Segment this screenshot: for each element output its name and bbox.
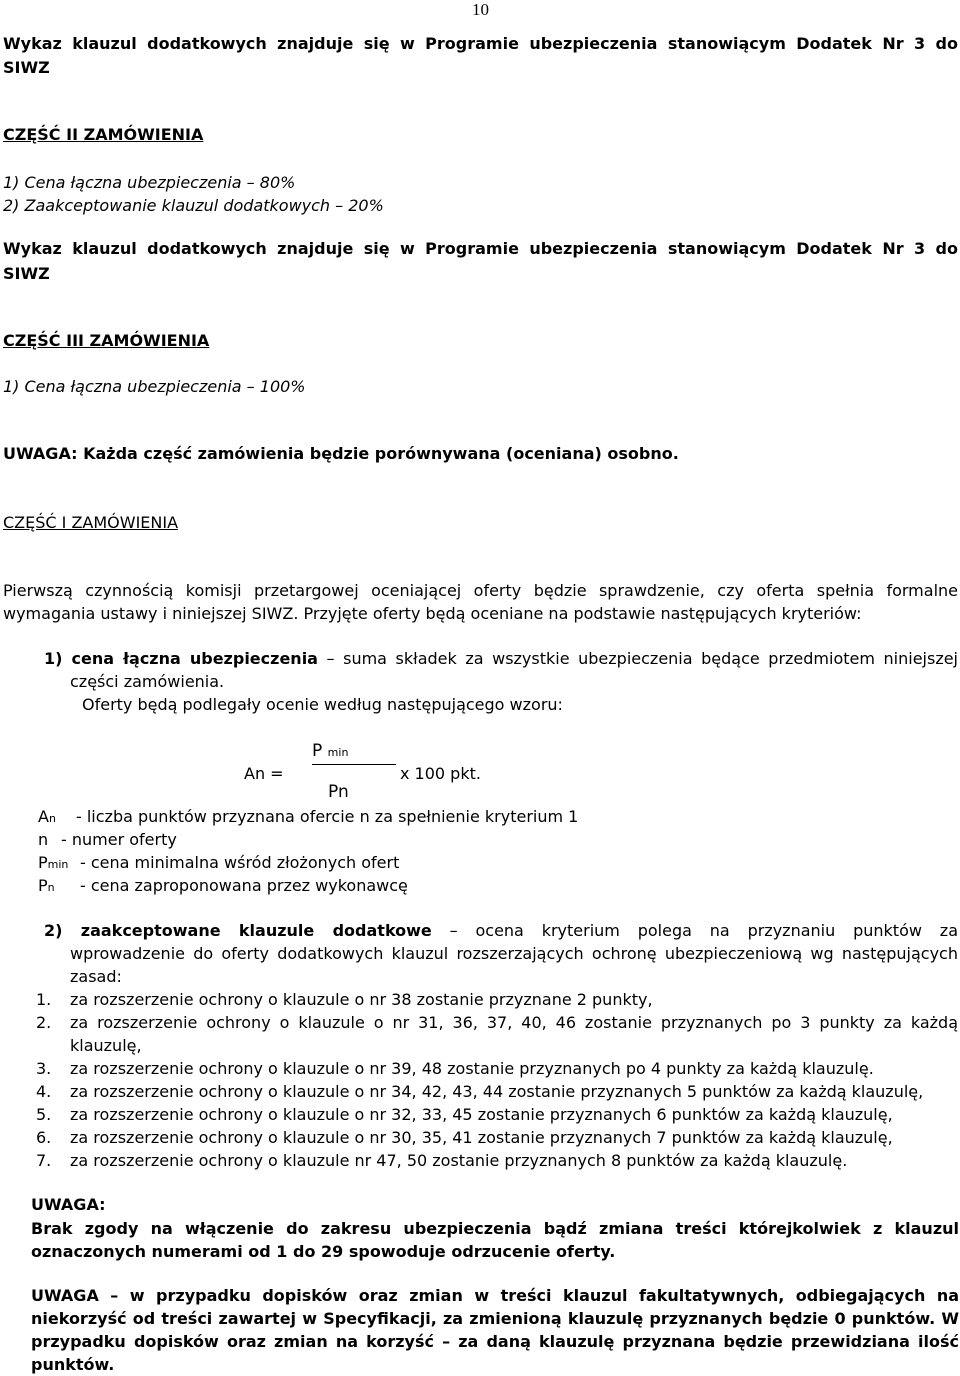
part1-heading: CZĘŚĆ I ZAMÓWIENIA bbox=[3, 513, 179, 532]
uwaga2-title: UWAGA: bbox=[31, 1195, 106, 1214]
rule-number: 5. bbox=[36, 1105, 52, 1124]
legend-an-sym: A bbox=[38, 807, 49, 826]
rule-number: 3. bbox=[36, 1059, 52, 1078]
formula-intro: Oferty będą podlegały ocenie według następującego wzoru: bbox=[82, 695, 563, 714]
legend-pmin-text: - cena minimalna wśród złożonych ofert bbox=[80, 853, 400, 872]
part2-criterion-2: 2) Zaakceptowanie klauzul dodatkowych – 20% bbox=[3, 196, 384, 215]
legend-an bbox=[38, 806, 56, 830]
page-number: 10 bbox=[472, 0, 489, 19]
legend-n-text: - numer oferty bbox=[61, 830, 177, 849]
formula-rhs: x 100 pkt. bbox=[400, 764, 481, 783]
formula-num-p: P bbox=[312, 741, 323, 761]
criterion2-desc: – ocena kryterium polega na przyznaniu punktów za bbox=[431, 921, 959, 940]
intro-line2a: wymagania ustawy i niniejszej SIWZ. bbox=[3, 604, 304, 623]
uwaga2-text: Brak zgody na włączenie do zakresu ubezpieczenia bądź zmiana treści którejkolwiek z klauzul oznaczonych numerami od 1 do 29 spowoduje odrzucenie oferty. bbox=[31, 1219, 959, 1261]
formula-denominator bbox=[328, 781, 349, 803]
rule-number: 6. bbox=[36, 1128, 52, 1147]
intro-line2 bbox=[3, 603, 862, 625]
legend-pn-sym: P bbox=[38, 876, 48, 895]
criterion1-line bbox=[44, 648, 958, 670]
intro-line1: Pierwszą czynnością komisji przetargowej oceniającej oferty będzie sprawdzenie, czy oferta spełnia formalne bbox=[3, 581, 958, 600]
formula-lhs: An = bbox=[244, 764, 284, 783]
clause-list-note2-line2: SIWZ bbox=[3, 264, 50, 283]
part3-heading: CZĘŚĆ III ZAMÓWIENIA bbox=[3, 331, 210, 350]
criterion1-desc: – suma składek za wszystkie ubezpieczenia będące przedmiotem niniejszej bbox=[317, 649, 958, 668]
formula-numerator bbox=[312, 740, 348, 764]
legend-pn-text: - cena zaproponowana przez wykonawcę bbox=[80, 876, 408, 895]
rule-text: za rozszerzenie ochrony o klauzule o nr 34, 42, 43, 44 zostanie przyznanych 5 punktów za każdą klauzulę, bbox=[70, 1082, 924, 1101]
formula-den-sub: n bbox=[337, 782, 349, 802]
rule-text: za rozszerzenie ochrony o klauzule o nr 38 zostanie przyznane 2 punkty, bbox=[70, 990, 653, 1009]
formula-num-sub: min bbox=[327, 746, 349, 759]
legend-an-text: - liczba punktów przyznana ofercie n za spełnienie kryterium 1 bbox=[76, 807, 579, 826]
rule-text: za rozszerzenie ochrony o klauzule o nr 32, 33, 45 zostanie przyznanych 6 punktów za każdą klauzulę, bbox=[70, 1105, 893, 1124]
rule-number: 7. bbox=[36, 1151, 52, 1170]
legend-pmin bbox=[38, 852, 68, 876]
legend-pmin-sym: P bbox=[38, 853, 48, 872]
fraction-bar bbox=[312, 764, 396, 765]
part2-criterion-1: 1) Cena łączna ubezpieczenia – 80% bbox=[3, 173, 296, 192]
criterion2-label: 2) zaakceptowane klauzule dodatkowe bbox=[44, 921, 432, 940]
rule-number: 1. bbox=[36, 990, 52, 1009]
rule-text: za rozszerzenie ochrony o klauzule o nr 39, 48 zostanie przyznanych po 4 punkty za każdą klauzulę. bbox=[70, 1059, 874, 1078]
part2-heading: CZĘŚĆ II ZAMÓWIENIA bbox=[3, 125, 204, 144]
rule-text: za rozszerzenie ochrony o klauzule o nr 30, 35, 41 zostanie przyznanych 7 punktów za każdą klauzulę, bbox=[70, 1128, 893, 1147]
uwaga3-text: UWAGA – w przypadku dopisków oraz zmian w treści klauzul fakultatywnych, odbiegających na niekorzyść od treści zawartej w Specyfikacji, za zmienioną klauzulę przyznanych będzie 0 punktów. W przypadku dopisków oraz zmian na korzyść – za daną klauzulę przyznana będzie przewidziana ilość punktów. bbox=[31, 1286, 959, 1374]
legend-an-sub: n bbox=[48, 812, 56, 825]
clause-list-note-line1: Wykaz klauzul dodatkowych znajduje się w Programie ubezpieczenia stanowiącym Dodatek Nr 3 do bbox=[3, 34, 958, 53]
rule-text-cont: klauzulę, bbox=[70, 1036, 142, 1055]
legend-n-sym: n bbox=[38, 830, 49, 849]
criterion2-cont1: wprowadzenie do oferty dodatkowych klauzul rozszerzających ochronę ubezpieczeniową wg następujących bbox=[70, 944, 958, 963]
part3-criterion-1: 1) Cena łączna ubezpieczenia – 100% bbox=[3, 377, 306, 396]
rule-text: za rozszerzenie ochrony o klauzule o nr 31, 36, 37, 40, 46 zostanie przyznanych po 3 punkty za każdą bbox=[70, 1013, 958, 1032]
intro-line2b: Przyjęte oferty będą oceniane na podstawie następujących kryteriów: bbox=[303, 604, 862, 623]
legend-pn bbox=[38, 875, 55, 899]
criterion2-line bbox=[44, 920, 958, 942]
criterion2-cont2: zasad: bbox=[70, 967, 122, 986]
rule-number: 4. bbox=[36, 1082, 52, 1101]
clause-list-note2-line1: Wykaz klauzul dodatkowych znajduje się w Programie ubezpieczenia stanowiącym Dodatek Nr 3 do bbox=[3, 239, 958, 258]
formula-den-p: P bbox=[328, 782, 338, 802]
criterion1-label: 1) cena łączna ubezpieczenia bbox=[44, 649, 318, 668]
legend-pn-sub: n bbox=[47, 881, 55, 894]
criterion1-cont: części zamówienia. bbox=[70, 672, 225, 691]
rule-text: za rozszerzenie ochrony o klauzule nr 47, 50 zostanie przyznanych 8 punktów za każdą klauzulę. bbox=[70, 1151, 848, 1170]
clause-list-note-line2: SIWZ bbox=[3, 58, 50, 77]
uwaga-separate-evaluation: UWAGA: Każda część zamówienia będzie porównywana (oceniana) osobno. bbox=[3, 444, 679, 463]
rule-number: 2. bbox=[36, 1013, 52, 1032]
legend-pmin-sub: min bbox=[47, 858, 69, 871]
